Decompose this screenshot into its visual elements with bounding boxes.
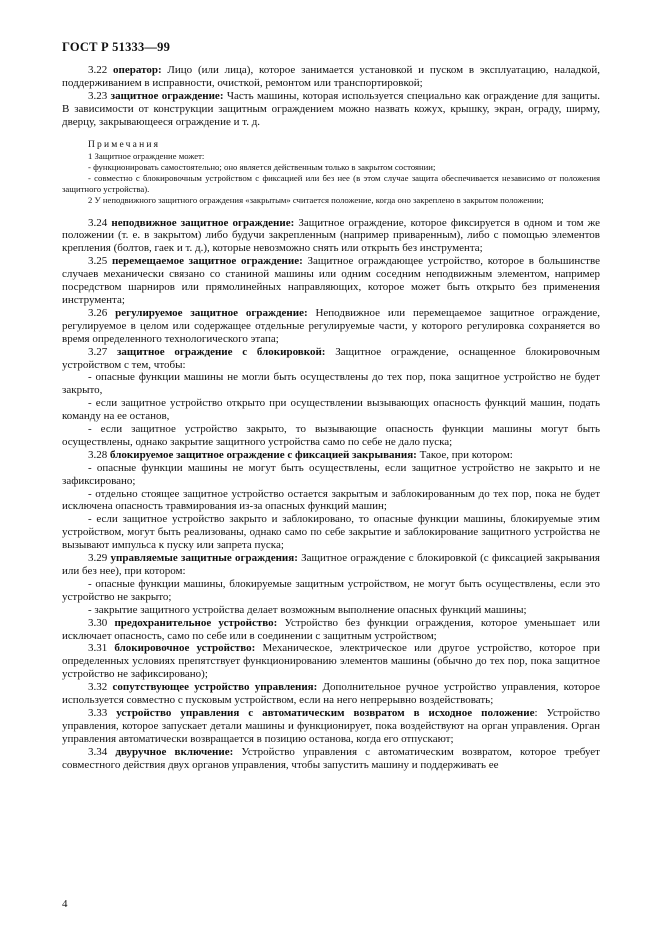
notes-heading: Примечания xyxy=(88,139,161,150)
paragraph-3-32: 3.32 сопутствующее устройство управления: Дополнительное ручное устройство управления, которое используется совместно с пусковым устройством, если на него непрерывно воздействовать; xyxy=(62,681,600,707)
paragraph-3-24: 3.24 неподвижное защитное ограждение: Защитное ограждение, которое фиксируется в одном и том же положении (т. е. в закрытом) либо будучи закрепленным (например приваренным), либо с помощью элементов крепления (болтов, гаек и т. д.), которые невозможно снять или открыть без инструмента; xyxy=(62,216,600,255)
list-item: - опасные функции машины, блокируемые защитным устройством, не могут быть осуществлены, если это устройство не закрыто; xyxy=(62,577,600,603)
paragraph-3-26: 3.26 регулируемое защитное ограждение: Неподвижное или перемещаемое защитное ограждение, регулируемое в целом или содержащее отдельные регулируемые части, у которого регулировка сохраняется во время определенного технологического этапа; xyxy=(62,306,600,345)
paragraph-3-28: 3.28 блокируемое защитное ограждение с фиксацией закрывания: Такое, при котором: xyxy=(88,448,513,461)
note-line: 1 Защитное ограждение может: xyxy=(88,150,205,161)
notes-block xyxy=(62,140,600,206)
list-item: - опасные функции машины не могут быть осуществлены, если защитное устройство не закрыто и не зафиксировано; xyxy=(62,461,600,487)
document-body xyxy=(62,64,600,772)
term: защитное ограждение: xyxy=(110,89,224,102)
paragraph-3-27: 3.27 защитное ограждение с блокировкой: Защитное ограждение, оснащенное блокировочным устройством с тем, чтобы: xyxy=(62,345,600,371)
list-item: - опасные функции машины не могли быть осуществлены до тех пор, пока защитное устройство не будет закрыто, xyxy=(62,371,600,397)
paragraph-3-30: 3.30 предохранительное устройство: Устройство без функции ограждения, которое уменьшает или исключает опасность, само по себе или в соединении с защитным устройством; xyxy=(62,616,601,642)
list-item: - если защитное устройство закрыто и заблокировано, то опасные функции машины, блокируемые этим устройством, могут быть реализованы, однако само по себе закрытие и заблокирование защитного устройства не вызывают импульса к пуску или запрета пуска; xyxy=(62,513,600,552)
note-line: - совместно с блокировочным устройством с фиксацией или без нее (в этом случае защита обеспечивается независимо от положения защитного устройства). xyxy=(62,172,600,194)
list-item: - если защитное устройство открыто при осуществлении вызывающих опасность функций машин, подать команду на ее останов, xyxy=(62,397,600,423)
note-line: 2 У неподвижного защитного ограждения «закрытым» считается положение, когда оно закреплено в закрытом положении; xyxy=(88,194,544,205)
paragraph-3-25: 3.25 перемещаемое защитное ограждение: Защитное ограждающее устройство, которое в большинстве случаев механически связано со станиной машины или одним соседним неподвижным элементом, например посредством шарниров или прямолинейных направляющих, которое может быть открыто без применения инструмента; xyxy=(62,255,601,306)
paragraph-3-29: 3.29 управляемые защитные ограждения: Защитное ограждение с блокировкой (с фиксацией закрывания или без нее), при котором: xyxy=(62,552,600,577)
term: оператор: xyxy=(113,64,162,76)
document-header: ГОСТ Р 51333—99 xyxy=(62,40,171,54)
list-item: - если защитное устройство закрыто, то вызывающие опасность функции машины могут быть осуществлены, однако закрытие защитного устройства само по себе не дало пуска; xyxy=(62,423,600,448)
paragraph-3-31: 3.31 блокировочное устройство: Механическое, электрическое или другое устройство, которое при определенных условиях препятствует функционированию элементов машины (обычно до тех пор, пока защитное устройство не зафиксировано); xyxy=(62,642,600,681)
paragraph-3-23: 3.23 защитное ограждение: Часть машины, которая используется специально как ограждение для защиты. В зависимости от конструкции защитным ограждением можно назвать кожух, крышку, экран, ограду, ширму, дверцу, закрывающееся ограждение и т. д. xyxy=(62,89,600,128)
paragraph-3-34: 3.34 двуручное включение: Устройство управления с автоматическим возвратом, которое требует совместного действия двух органов управления, чтобы запустить машину и поддерживать ее xyxy=(62,745,600,771)
page-number: 4 xyxy=(62,898,68,910)
paragraph-3-22: 3.22 оператор: Лицо (или лица), которое занимается установкой и пуском в эксплуатацию, наладкой, поддерживанием в исправности, очисткой, ремонтом или транспортировкой; xyxy=(62,64,601,89)
note-line: - функционировать самостоятельно; оно является действенным только в закрытом состоянии; xyxy=(88,161,436,172)
list-item: - закрытие защитного устройства делает возможным выполнение опасных функций машины; xyxy=(88,603,527,616)
list-item: - отдельно стоящее защитное устройство остается закрытым и заблокированным до тех пор, пока не будет исключена опасность травмирования из-за опасных функций машин; xyxy=(62,487,600,513)
paragraph-3-33: 3.33 устройство управления с автоматическим возвратом в исходное положение: Устройство управления, которое запускает детали машины и функционирует, пока воздействуют на орган управления. Орган управления автоматически возвращается в позицию останова, когда его отпускают; xyxy=(62,706,601,745)
